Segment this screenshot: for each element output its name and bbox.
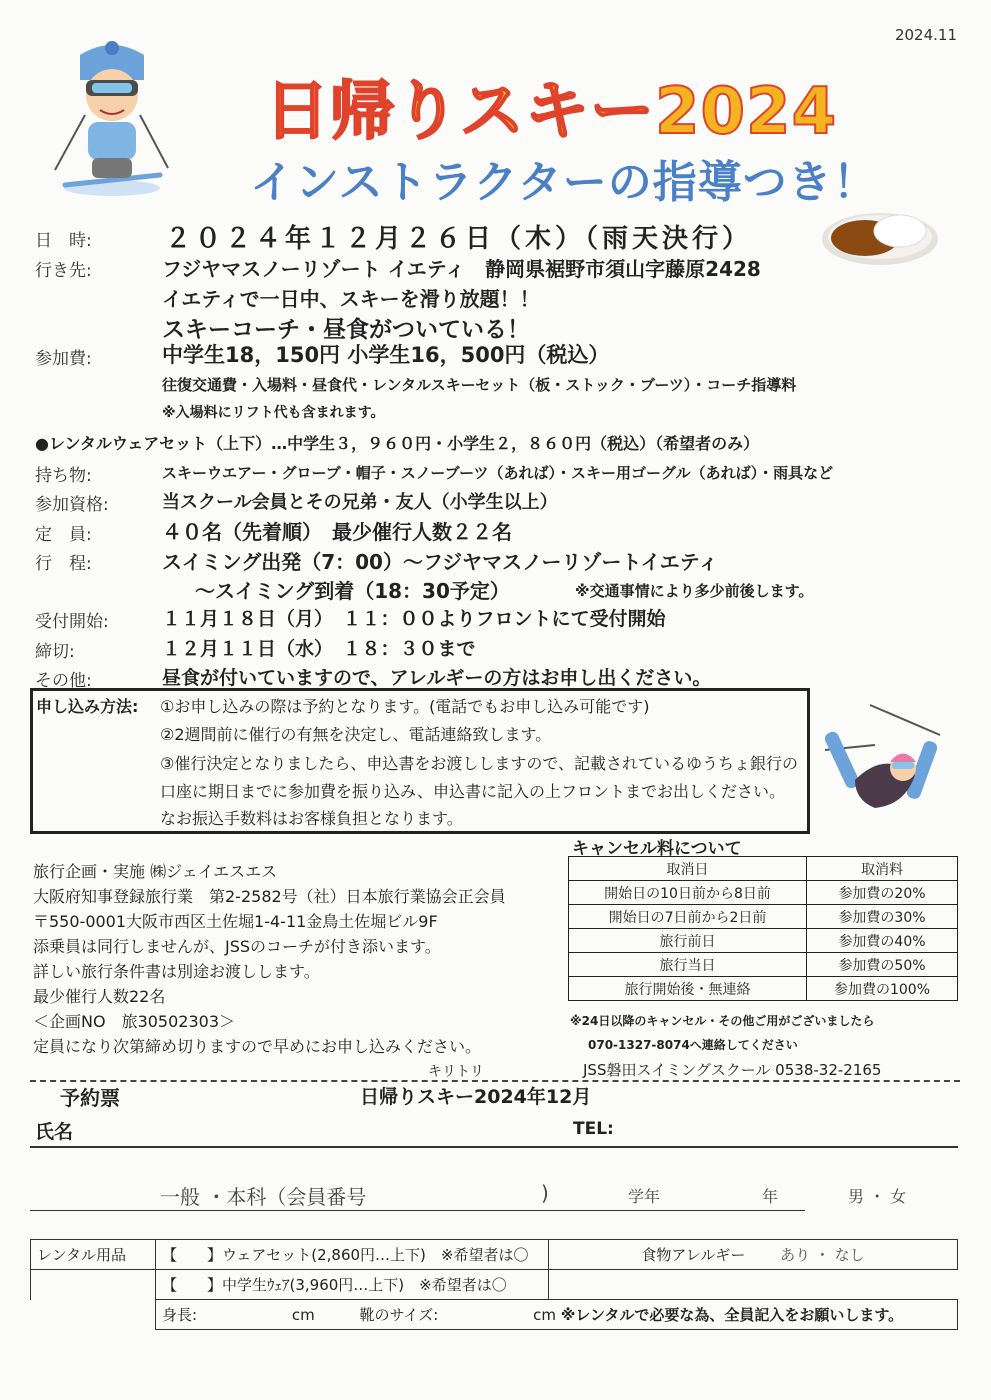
eligibility-label: 参加資格: bbox=[35, 495, 109, 515]
cancel-fee: 参加費の20% bbox=[807, 881, 958, 905]
cancel-day: 旅行当日 bbox=[569, 953, 807, 977]
gender-options: 男 ・ 女 bbox=[848, 1187, 907, 1206]
destination-highlight-2: スキーコーチ・昼食がついている！ bbox=[162, 317, 530, 343]
other-label: その他: bbox=[35, 671, 92, 691]
cancel-day: 旅行開始後・無連絡 bbox=[569, 977, 807, 1001]
cancel-note-2: 070-1327-8074へ連絡してください bbox=[588, 1038, 798, 1052]
fee-label: 参加費: bbox=[35, 349, 92, 369]
rental-wear-set-field[interactable]: 【 】ウェアセット(2,860円…上下) ※希望者は〇 bbox=[156, 1240, 549, 1270]
datetime-label: 日 時: bbox=[35, 231, 92, 251]
application-line-3: ③催行決定となりましたら、申込書をお渡ししますので、記載されているゆうちょ銀行の bbox=[160, 754, 799, 773]
cancel-day: 開始日の7日前から2日前 bbox=[569, 905, 807, 929]
schedule-line-2: ～スイミング到着（18：30予定） bbox=[195, 579, 510, 603]
application-line-4: 口座に期日までに参加費を振り込み、申込書に記入の上フロントまでお出しください。 bbox=[160, 782, 785, 801]
cancel-fee: 参加費の50% bbox=[807, 953, 958, 977]
date-stamp: 2024.11 bbox=[894, 26, 957, 44]
table-row bbox=[569, 977, 958, 1001]
name-label: 氏名 bbox=[35, 1121, 74, 1143]
shoe-label: 靴のサイズ: bbox=[359, 1306, 439, 1324]
table-row bbox=[569, 905, 958, 929]
organizer-line-7: ＜企画NO 旅30502303＞ bbox=[33, 1012, 236, 1031]
cancel-day: 開始日の10日前から8日前 bbox=[569, 881, 807, 905]
empty-cell bbox=[31, 1300, 156, 1330]
cancel-fee-table bbox=[568, 856, 958, 1001]
allergy-label: 食物アレルギー bbox=[641, 1246, 746, 1264]
cancel-fee: 参加費の100% bbox=[807, 977, 958, 1001]
member-close: ) bbox=[541, 1181, 549, 1205]
fee-value: 中学生18，150円 小学生16，500円（税込） bbox=[162, 343, 610, 367]
organizer-line-5: 詳しい旅行条件書は別途お渡しします。 bbox=[33, 962, 320, 981]
fee-detail: 往復交通費・入場料・昼食代・レンタルスキーセット（板・ストック・ブーツ）・コーチ指導料 bbox=[162, 376, 797, 394]
rental-label: レンタル用品 bbox=[31, 1240, 156, 1270]
form-note: ※レンタルで必要な為、全員記入をお願いします。 bbox=[560, 1306, 904, 1324]
empty-cell bbox=[549, 1270, 958, 1300]
form-title: 日帰りスキー2024年12月 bbox=[360, 1086, 592, 1108]
belongings-label: 持ち物: bbox=[35, 466, 92, 486]
schedule-label: 行 程: bbox=[35, 554, 92, 574]
organizer-line-8: 定員になり次第締め切りますので早めにお申し込みください。 bbox=[33, 1037, 482, 1056]
application-line-5: なお振込手数料はお客様負担となります。 bbox=[160, 809, 463, 828]
curry-rice-illustration bbox=[820, 205, 940, 267]
deadline-label: 締切: bbox=[35, 642, 75, 662]
rental-form-table bbox=[30, 1239, 958, 1330]
grade-label: 学年 bbox=[628, 1187, 661, 1206]
reception-value: １１月１８日（月） １１：００よりフロントにて受付開始 bbox=[162, 608, 666, 630]
tel-label: TEL: bbox=[573, 1119, 614, 1139]
table-row bbox=[569, 929, 958, 953]
table-row bbox=[31, 1300, 958, 1330]
belongings-value: スキーウエアー・グローブ・帽子・スノーブーツ（あれば）・スキー用ゴーグル（あれば）・雨具など bbox=[162, 464, 834, 482]
table-row bbox=[569, 857, 958, 881]
height-unit: cm bbox=[291, 1306, 315, 1324]
datetime-value: ２０２４年１２月２６日（木）（雨天決行） bbox=[165, 224, 753, 254]
capacity-label: 定 員: bbox=[35, 525, 92, 545]
cancel-note-1: ※24日以降のキャンセル・その他ご用がございましたら bbox=[570, 1014, 875, 1028]
table-row bbox=[31, 1240, 958, 1270]
table-row bbox=[31, 1270, 958, 1300]
eligibility-value: 当スクール会員とその兄弟・友人（小学生以上） bbox=[162, 492, 558, 513]
size-field[interactable] bbox=[156, 1300, 958, 1330]
member-type: 一般 ・本科（会員番号 bbox=[160, 1185, 367, 1209]
height-label: 身長: bbox=[162, 1306, 198, 1324]
cancel-head-fee: 取消料 bbox=[807, 857, 958, 881]
organizer-line-4: 添乗員は同行しませんが、JSSのコーチが付き添います。 bbox=[33, 937, 441, 956]
destination-highlight: イエティで一日中、スキーを滑り放題！！ bbox=[162, 287, 540, 311]
organizer-line-6: 最少催行人数22名 bbox=[33, 987, 166, 1006]
jumping-skier-illustration bbox=[815, 700, 955, 820]
cancel-fee: 参加費の40% bbox=[807, 929, 958, 953]
fee-note: ※入場料にリフト代も含まれます。 bbox=[162, 405, 385, 421]
year-label: 年 bbox=[762, 1187, 779, 1206]
capacity-value: ４０名（先着順） 最少催行人数２２名 bbox=[162, 520, 512, 544]
allergy-field[interactable] bbox=[549, 1240, 958, 1270]
cancel-fee: 参加費の30% bbox=[807, 905, 958, 929]
member-underline bbox=[30, 1210, 805, 1211]
application-line-1: ①お申し込みの際は予約となります。(電話でもお申し込み可能です) bbox=[160, 697, 650, 716]
name-underline bbox=[30, 1146, 958, 1148]
cancel-head-day: 取消日 bbox=[569, 857, 807, 881]
page-title: 日帰りスキー2024 bbox=[265, 75, 838, 149]
destination-label: 行き先: bbox=[35, 261, 92, 281]
table-row bbox=[569, 953, 958, 977]
allergy-options: あり ・ なし bbox=[780, 1246, 865, 1264]
application-line-2: ②2週間前に催行の有無を決定し、電話連絡致します。 bbox=[160, 725, 552, 744]
cancel-title: キャンセル料について bbox=[572, 839, 742, 859]
rental-label-spacer bbox=[31, 1270, 156, 1300]
reception-label: 受付開始: bbox=[35, 612, 109, 632]
school-contact: JSS磐田スイミングスクール 0538-32-2165 bbox=[583, 1061, 882, 1079]
other-value: 昼食が付いていますので、アレルギーの方はお申し出ください。 bbox=[162, 667, 712, 689]
skier-illustration bbox=[40, 40, 180, 200]
shoe-unit: cm bbox=[533, 1306, 556, 1324]
organizer-line-3: 〒550-0001大阪市西区土佐堀1-4-11金鳥土佐堀ビル9F bbox=[33, 912, 438, 931]
organizer-line-1: 旅行企画・実施 ㈱ジェイエスエス bbox=[33, 862, 278, 881]
reservation-heading: 予約票 bbox=[60, 1086, 120, 1110]
application-label: 申し込み方法: bbox=[36, 697, 139, 716]
page-subtitle: インストラクターの指導つき！ bbox=[250, 157, 878, 208]
cut-line-label: キリトリ bbox=[428, 1064, 484, 1080]
cancel-day: 旅行前日 bbox=[569, 929, 807, 953]
rental-wear-info: ●レンタルウェアセット（上下）…中学生３，９６０円・小学生２，８６０円（税込）（希望者のみ） bbox=[35, 434, 760, 453]
deadline-value: １２月１１日（水） １８：３０まで bbox=[162, 638, 476, 660]
table-row bbox=[569, 881, 958, 905]
rental-jh-wear-field[interactable]: 【 】中学生ｳｪｱ(3,960円…上下) ※希望者は〇 bbox=[156, 1270, 549, 1300]
organizer-line-2: 大阪府知事登録旅行業 第2-2582号（社）日本旅行業協会正会員 bbox=[33, 887, 506, 906]
schedule-note: ※交通事情により多少前後します。 bbox=[575, 582, 814, 600]
destination-value: フジヤマスノーリゾート イエティ 静岡県裾野市須山字藤原2428 bbox=[162, 257, 761, 281]
schedule-line-1: スイミング出発（7：00）～フジヤマスノーリゾートイエティ bbox=[162, 550, 719, 574]
